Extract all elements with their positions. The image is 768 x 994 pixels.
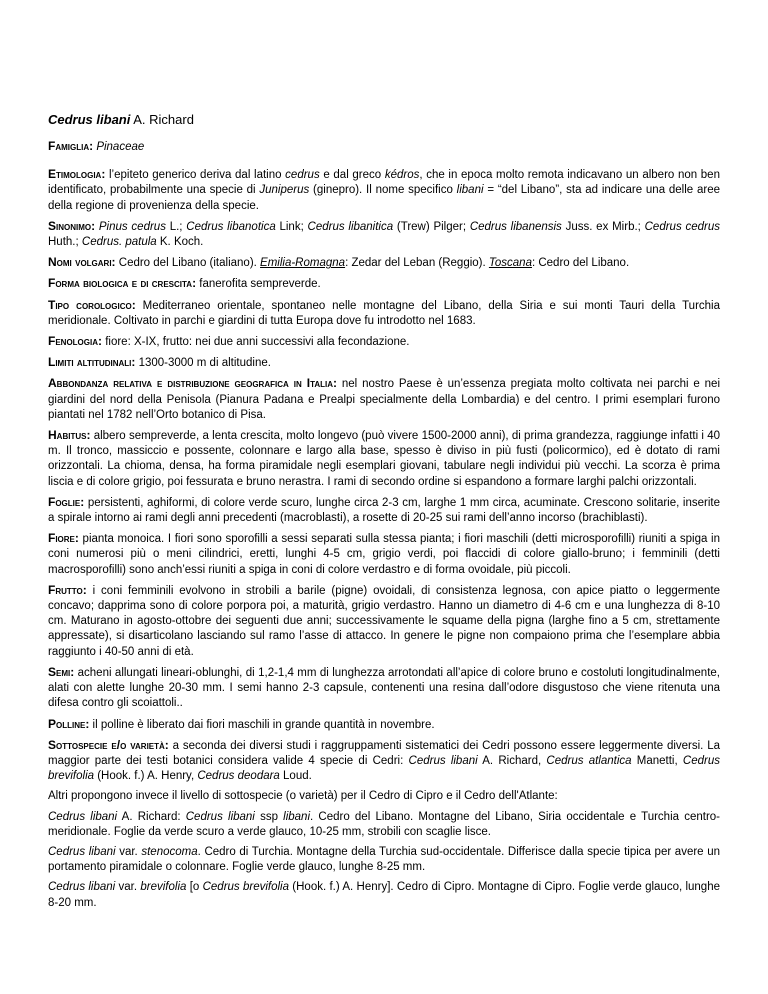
emphasized-text: Toscana	[488, 257, 532, 270]
paragraph-text: Altri propongono invece il livello di sottospecie (o varietà) per il Cedro di Cipro e il Cedro dell'Atlante:	[48, 790, 558, 803]
paragraph	[48, 495, 720, 526]
paragraph-text: l’epiteto generico deriva dal latino	[105, 169, 286, 182]
paragraph-text: = “del Libano”, sta ad indicare una delle aree della regione di provenienza della specie.	[48, 184, 720, 212]
paragraph-text: [o	[186, 881, 203, 894]
emphasized-text: Cedrus libani	[48, 810, 118, 823]
paragraph-text: acheni allungati lineari-oblunghi, di 1,2-1,4 mm di lunghezza arrotondati all’apice di colore bruno e costoluti longitudinalmente, alati con alette lunghe 20-30 mm. I semi hanno 2-3 capsule, contenenti una resina dall’odore disgustoso che viene ritenuta una difesa contro gli scoiattoli..	[48, 666, 720, 710]
paragraph	[48, 789, 720, 804]
section-label: Sottospecie e/o varietà:	[48, 737, 169, 752]
paragraph-text: pianta monoica. I fiori sono sporofilli a sessi separati sulla stessa pianta; i fiori maschili (detti microsporofilli) riuniti a spiga in coni numerosi più o meni cilindrici, eretti, lunghi 4-5 cm, grigio verdi, poi flaccidi di colore giallo-bruno; i femminili (detti macrosporofilli) sono anch’essi riuniti a spiga in coni di colore verdastro e di forma ovoidale, più piccoli.	[48, 533, 720, 576]
paragraph-text: , che in epoca molto remota indicavano un albero non ben identificato, probabilmente una specie di	[48, 169, 720, 197]
section-label: Habitus:	[48, 428, 91, 443]
paragraph-text: fanerofita sempreverde.	[196, 278, 321, 291]
document-title	[48, 112, 720, 128]
emphasized-text: Pinaceae	[96, 141, 145, 153]
section-label: Semi:	[48, 664, 75, 679]
paragraph-text: Huth.;	[48, 236, 82, 249]
emphasized-text: Cedrus libanotica	[186, 220, 276, 233]
paragraph	[48, 738, 720, 785]
paragraph-text: Link;	[275, 220, 308, 233]
emphasized-text: Pinus cedrus	[98, 220, 166, 233]
section-label: Frutto:	[48, 582, 87, 597]
emphasized-text: Cedrus brevifolia	[202, 881, 289, 894]
section-label: Nomi volgari:	[48, 255, 116, 270]
emphasized-text: Cedrus libani	[48, 881, 116, 894]
section-label: Tipo corologico:	[48, 297, 136, 312]
paragraph	[48, 167, 720, 214]
paragraph-text: a seconda dei diversi studi i raggruppamenti sistematici dei Cedri possono essere leggermente diversi. La maggior parte dei testi botanici considera valide 4 specie di Cedri:	[48, 739, 721, 767]
section-label: Foglie:	[48, 494, 85, 509]
paragraph	[48, 334, 720, 350]
paragraph-text: : Cedro del Libano.	[531, 257, 630, 270]
paragraph-text: . Cedro del Libano. Montagne del Libano, Siria occidentale e Turchia centro-meridionale. Foglie da verde scuro a verde glauco, 10-25 mm, strobili con scaglie lisce.	[48, 810, 721, 838]
paragraph-text: Cedro del Libano (italiano).	[115, 257, 261, 270]
paragraph	[48, 255, 720, 271]
paragraph-text: A. Richard,	[477, 754, 547, 767]
paragraph	[48, 139, 720, 155]
paragraph-text: var.	[115, 845, 142, 858]
paragraph	[48, 880, 720, 910]
paragraph-text: 1300-3000 m di altitudine.	[135, 357, 271, 370]
paragraph	[48, 717, 720, 733]
paragraph	[48, 276, 720, 292]
emphasized-text: kédros	[384, 169, 420, 182]
section-label: Limiti altitudinali:	[48, 355, 136, 370]
paragraph	[48, 531, 720, 578]
paragraph-text: L.;	[165, 220, 187, 233]
paragraph-text: fiore: X-IX, frutto: nei due anni successivi alla fecondazione.	[102, 336, 410, 349]
paragraph	[48, 376, 720, 423]
emphasized-text: libani	[283, 810, 311, 823]
section-label: Etimologia:	[48, 167, 106, 182]
paragraph	[48, 810, 720, 840]
section-label: Sinonimo:	[48, 218, 96, 233]
paragraph-text: Juss. ex Mirb.;	[561, 220, 645, 233]
paragraph-text: albero sempreverde, a lenta crescita, molto longevo (può vivere 1500-2000 anni), di prima grandezza, raggiunge infatti i 40 m. Il tronco, massiccio e possente, colonnare e largo alla base, spesso è diviso in più fusti (policormico), ed è dotato di rami orizzontali. La chioma, densa, ha forma piramidale negli esemplari giovani, tabulare negli individui più vecchi. La scorza è prima liscia e di colore grigio, poi fessurata e bruno nerastra. I rami di secondo ordine si espandono a formare larghi palchi orizzontali.	[48, 430, 720, 488]
paragraph-text: (Trew) Pilger;	[393, 220, 470, 233]
emphasized-text: Cedrus cedrus	[644, 220, 720, 233]
section-label: Fenologia:	[48, 334, 102, 349]
paragraph-text: nel nostro Paese è un’essenza pregiata molto coltivata nei parchi e nei giardini del nord della Penisola (Pianura Padana e Prealpi specialmente della Lombardia) e del centro. I primi esemplari furono piantati nel 1782 nell’Orto botanico di Pisa.	[48, 378, 720, 421]
paragraph-text: (Hook. f.) A. Henry]. Cedro di Cipro. Montagne di Cipro. Foglie verde glauco, lunghe 8-20 mm.	[48, 881, 720, 909]
paragraph-text: : Zedar del Leban (Reggio).	[345, 257, 489, 270]
paragraph-text: . Cedro di Turchia. Montagne della Turchia sud-occidentale. Differisce dalla specie tipica per avere un portamento piramidale o colonnare. Foglie verde glauco, lunghe 8-25 mm.	[48, 845, 720, 874]
emphasized-text: libani	[456, 184, 484, 197]
paragraph-text: Mediterraneo orientale, spontaneo nelle montagne del Libano, della Siria e sui monti Tauri della Turchia meridionale. Coltivato in parchi e giardini di tutta Europa dove fu introdotto nel 1683.	[48, 299, 720, 327]
paragraph	[48, 298, 720, 329]
paragraph-text: persistenti, aghiformi, di colore verde scuro, lunghe circa 2-3 cm, larghe 1 mm circa, acuminate. Crescono solitarie, inserite a spirale intorno ai rami degli anni precedenti (macroblasti), a rosette di 20-25 sui rami dell’anno incorso (brachiblasti).	[48, 496, 720, 525]
paragraph-text: (ginepro). Il nome specifico	[309, 184, 457, 197]
paragraph	[48, 428, 720, 490]
emphasized-text: Cedrus libanitica	[307, 220, 394, 233]
paragraph	[48, 583, 720, 660]
paragraph	[48, 219, 720, 250]
paragraph-text: e dal greco	[319, 169, 385, 182]
document-body	[48, 139, 720, 911]
species-author: A. Richard	[130, 112, 194, 127]
paragraph-text: (Hook. f.) A. Henry,	[94, 770, 198, 783]
paragraph	[48, 355, 720, 371]
emphasized-text: Emilia-Romagna	[260, 257, 346, 270]
emphasized-text: Cedrus. patula	[81, 236, 157, 249]
section-label: Abbondanza relativa e distribuzione geografica in Italia:	[48, 376, 338, 391]
emphasized-text: brevifolia	[140, 881, 187, 894]
emphasized-text: Cedrus libani	[408, 754, 478, 767]
paragraph-text: ssp	[254, 810, 284, 823]
document-page	[48, 112, 720, 916]
paragraph-text: Loud.	[279, 770, 312, 783]
paragraph	[48, 845, 720, 875]
emphasized-text: stenocoma	[141, 845, 198, 858]
paragraph-text: var.	[115, 881, 141, 894]
paragraph-text: il polline è liberato dai fiori maschili in grande quantità in novembre.	[89, 718, 435, 731]
species-name: Cedrus libani	[48, 112, 131, 127]
paragraph	[48, 665, 720, 712]
section-label: Famiglia:	[48, 139, 94, 153]
emphasized-text: Cedrus libani	[185, 810, 255, 823]
section-label: Polline:	[48, 716, 90, 731]
emphasized-text: Cedrus deodara	[197, 770, 280, 783]
paragraph-text: Manetti,	[631, 754, 683, 767]
paragraph-text: K. Koch.	[156, 236, 204, 249]
emphasized-text: Cedrus libanensis	[469, 220, 562, 233]
emphasized-text: Cedrus libani	[48, 845, 116, 858]
section-label: Fiore:	[48, 531, 79, 546]
emphasized-text: Cedrus atlantica	[546, 754, 632, 767]
emphasized-text: Cedrus brevifolia	[48, 754, 720, 783]
emphasized-text: Juniperus	[259, 184, 310, 197]
section-label: Forma biologica e di crescita:	[48, 276, 197, 291]
paragraph-text: A. Richard:	[117, 810, 186, 823]
paragraph-text: i coni femminili evolvono in strobili a barile (pigne) ovoidali, di consistenza legnosa, con apice piatto o leggermente concavo; dapprima sono di colore porpora poi, a maturità, grigio verdastro. Hanno un diametro di 4-6 cm e una lunghezza di 8-10 cm. Maturano in agosto-ottobre dei seguenti due anni; successivamente le squame della pigna (larghe fino a 5 cm, strettamente appressate), si disarticolano lasciando sul ramo l’asse di attacco. In genere le pigne non compaiono prima che l’esemplare abbia raggiunto i 40-50 anni di età.	[48, 584, 720, 658]
emphasized-text: cedrus	[285, 169, 320, 182]
